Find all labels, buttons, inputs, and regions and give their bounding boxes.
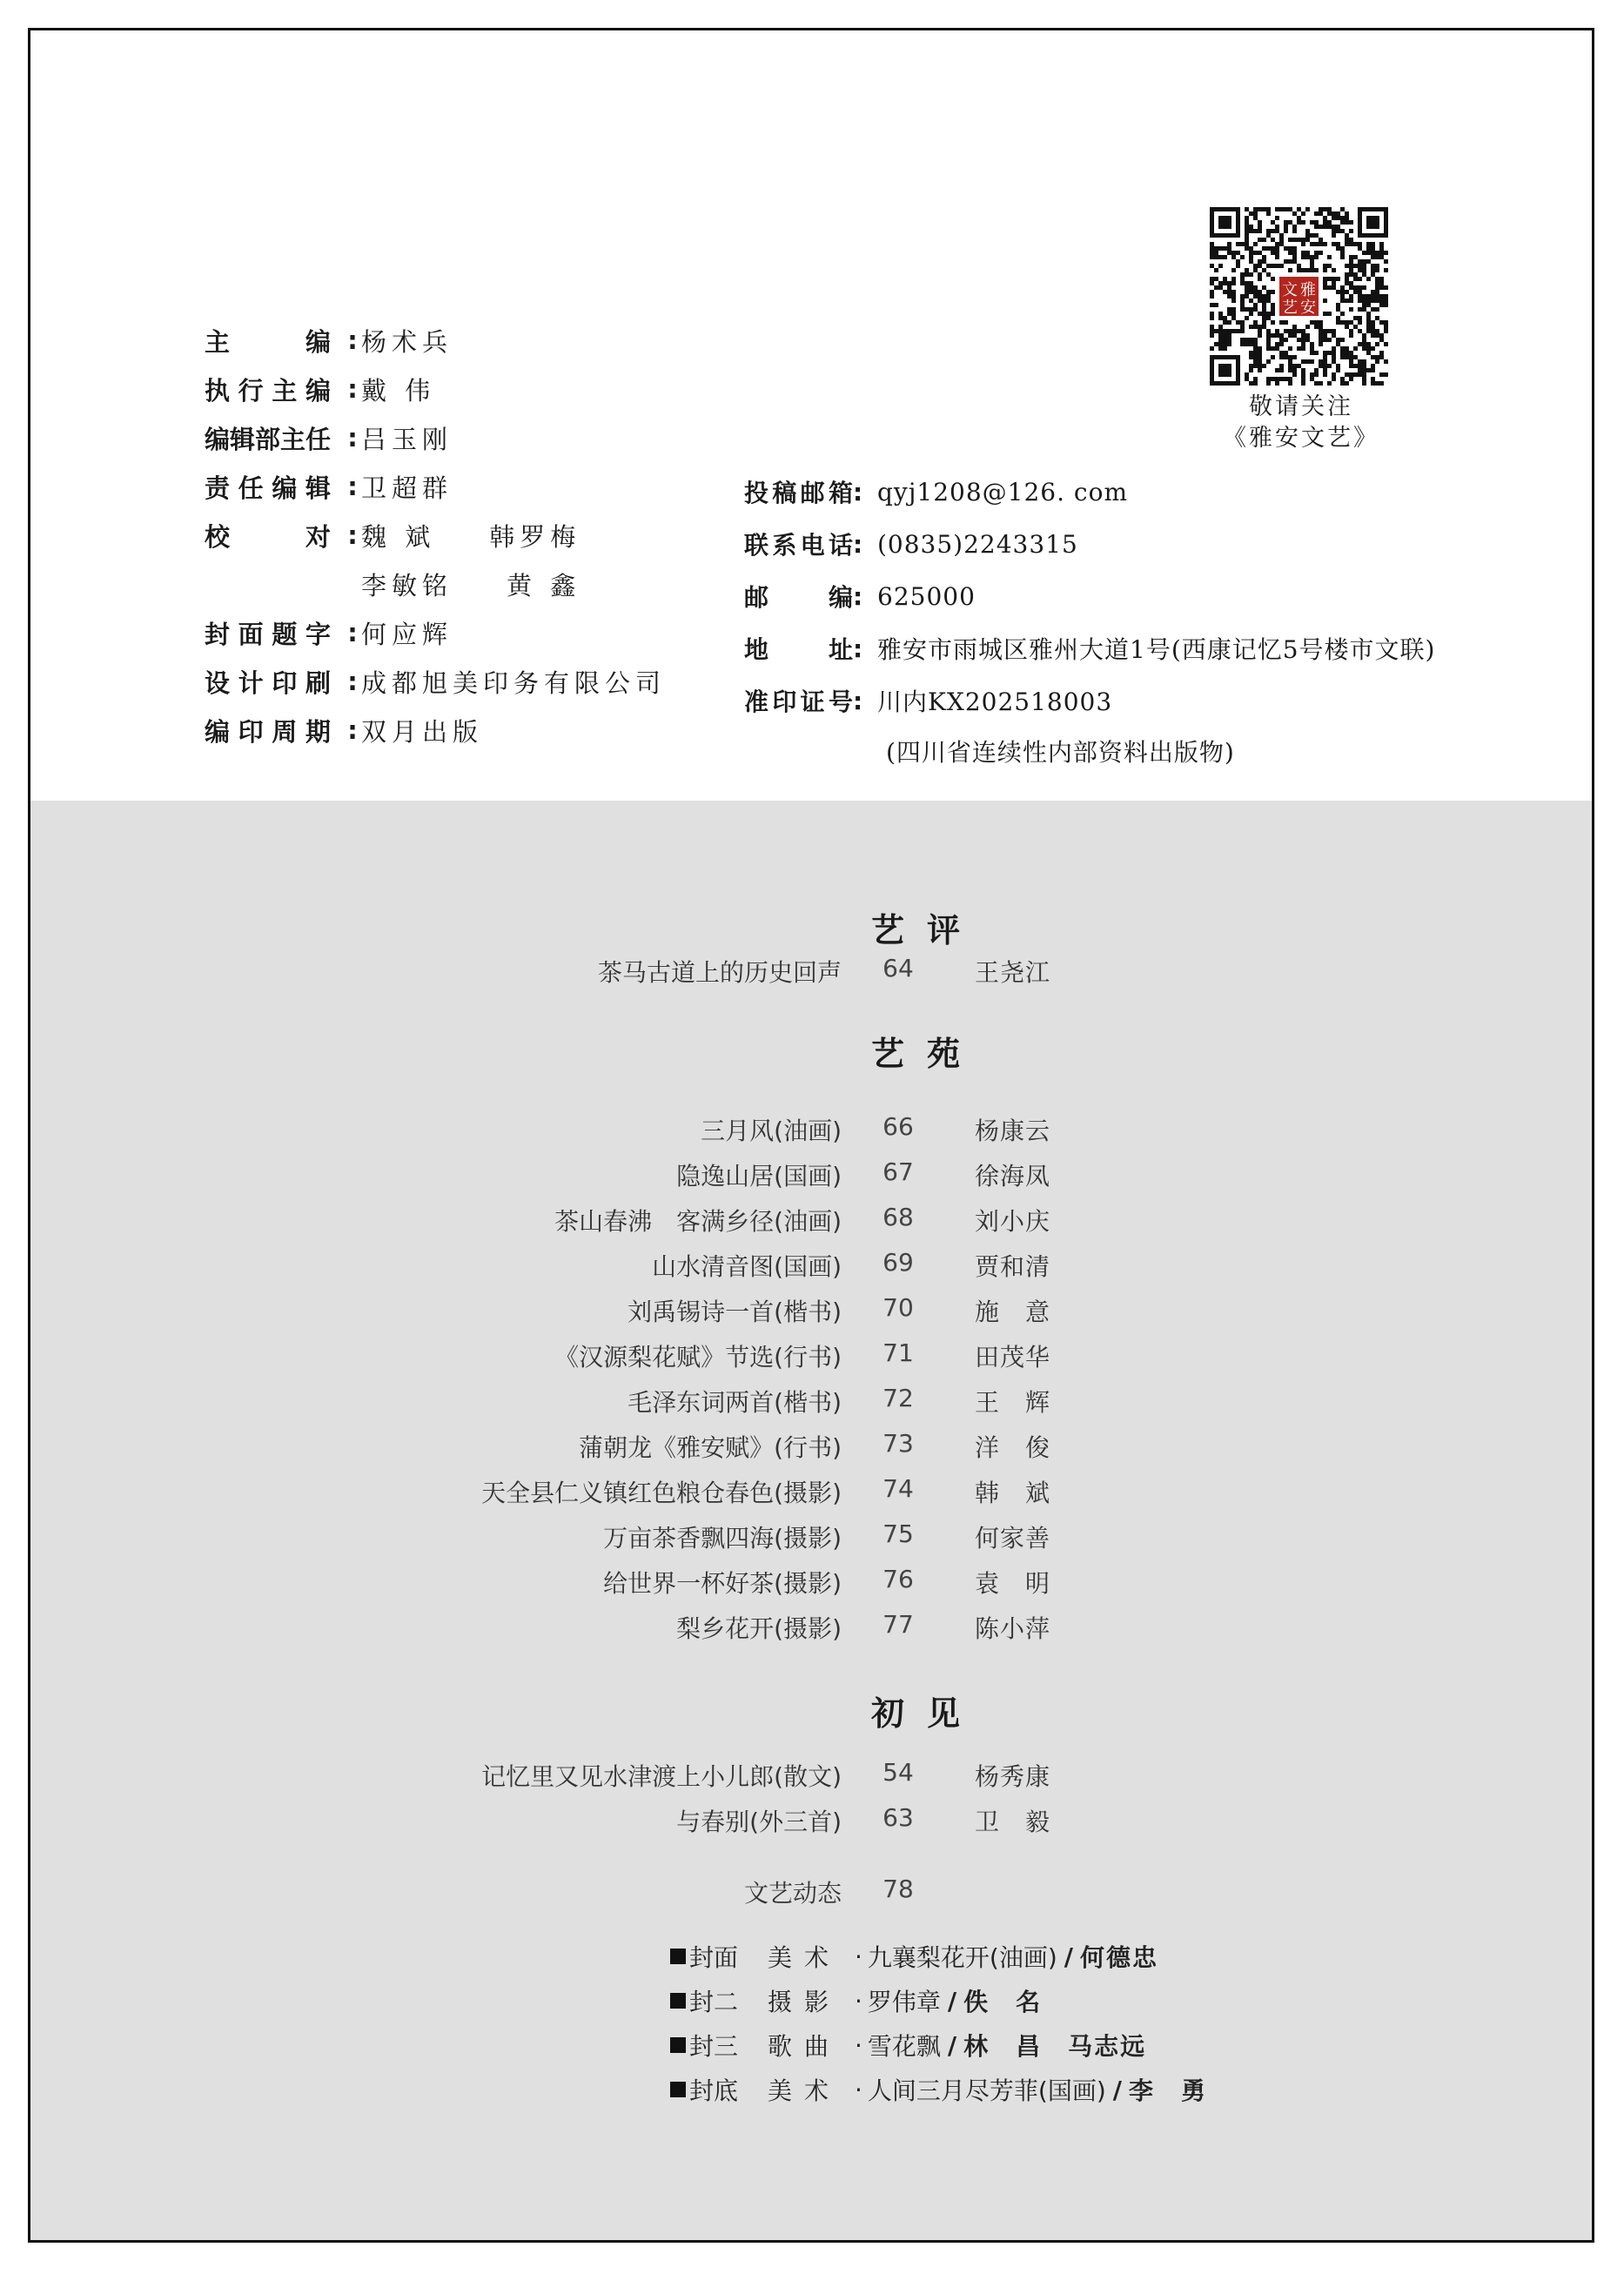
- toc-entry-page: 69: [882, 1248, 914, 1277]
- masthead-value: [361, 518, 580, 553]
- label-char: 印: [272, 667, 298, 698]
- masthead-value: [361, 615, 453, 651]
- masthead-label-text: [205, 469, 331, 505]
- toc-entry-page: 67: [882, 1157, 914, 1186]
- masthead-name: 韩罗梅: [489, 521, 581, 552]
- cover-author: 李 勇: [1129, 2076, 1208, 2105]
- qr-code-icon: [1210, 207, 1388, 386]
- label-char: 字: [305, 619, 331, 649]
- contact-label: [744, 527, 853, 561]
- toc-entry-author: 杨康云: [975, 1117, 1051, 1145]
- cover-position: 封面: [689, 1943, 739, 1972]
- cover-credit: [670, 2072, 1207, 2107]
- masthead-label-text: [205, 713, 331, 748]
- cover-work: 雪花飘: [867, 2032, 941, 2061]
- masthead-value: [361, 323, 453, 359]
- label-char: 话: [828, 531, 853, 560]
- toc-entry: [30, 1203, 1594, 1238]
- toc-entry: [30, 1519, 1594, 1554]
- masthead-colon: :: [347, 325, 358, 355]
- masthead-label: [205, 615, 344, 651]
- masthead-row: [205, 615, 453, 650]
- toc-entry-title: 与春别(外三首): [676, 1808, 842, 1836]
- masthead-name: 成都旭美印务有限公司: [361, 667, 667, 698]
- masthead-row: [205, 567, 580, 601]
- label-char: 计: [238, 667, 264, 698]
- contact-colon: :: [853, 477, 863, 506]
- toc-entry-author: 洋 俊: [975, 1433, 1051, 1462]
- toc-entry: [30, 1474, 1594, 1509]
- masthead-colon: :: [347, 472, 358, 501]
- masthead-value: [361, 664, 666, 700]
- masthead-row: [205, 713, 483, 748]
- masthead-label: [205, 323, 344, 359]
- masthead-name: 杨术兵: [361, 326, 453, 357]
- label-char: 主: [205, 326, 231, 357]
- label-char: 址: [828, 635, 853, 664]
- label-char: 电: [800, 531, 825, 560]
- toc-entry: [30, 1758, 1594, 1793]
- masthead-name: 卫超群: [361, 473, 453, 503]
- contact-value: (四川省连续性内部资料出版物): [886, 738, 1235, 767]
- label-char: 部: [255, 424, 281, 454]
- label-char: 辑: [230, 424, 256, 454]
- masthead-label-text: [205, 615, 331, 651]
- masthead-label: [205, 664, 344, 700]
- toc-entry-title: 蒲朝龙《雅安赋》(行书): [579, 1433, 842, 1462]
- svg-text:艺: 艺: [1282, 299, 1298, 317]
- masthead-name: 何应辉: [361, 619, 453, 649]
- masthead-row: [205, 518, 580, 553]
- masthead-label-text: [205, 518, 331, 553]
- contact-row: [744, 579, 976, 614]
- cover-slash: /: [1064, 1942, 1073, 1971]
- masthead-value: [361, 567, 580, 602]
- contact-colon: :: [853, 529, 863, 559]
- masthead-name: 黄 鑫: [507, 570, 581, 600]
- masthead-name: 双月出版: [361, 716, 484, 747]
- label-char: 系: [772, 531, 797, 560]
- label-char: 邮: [800, 479, 825, 507]
- toc-entry: [30, 1803, 1594, 1838]
- svg-text:雅: 雅: [1300, 281, 1316, 299]
- cover-work: 人间三月尽芳菲(国画): [867, 2076, 1106, 2105]
- label-char: 号: [828, 688, 853, 716]
- toc-entry: [30, 1293, 1594, 1328]
- label-char: 题: [272, 619, 298, 649]
- label-char: 编: [205, 424, 231, 454]
- cover-author: 何德忠: [1080, 1943, 1159, 1972]
- label-char: 箱: [828, 479, 853, 507]
- masthead-colon: :: [347, 520, 358, 550]
- toc-entry-author: 田茂华: [975, 1343, 1051, 1372]
- toc-entry: [30, 1157, 1594, 1192]
- label-char: 刷: [305, 667, 331, 698]
- label-char: 校: [205, 521, 231, 552]
- contact-value: qyj1208@126. com: [877, 477, 1129, 506]
- contact-row: [744, 474, 1128, 509]
- contact-row: [744, 527, 1078, 561]
- toc-entry-page: 78: [882, 1875, 914, 1903]
- label-char: 编: [305, 326, 331, 357]
- contact-colon: :: [853, 634, 863, 663]
- contact-value: 625000: [877, 581, 976, 611]
- cover-category: 歌曲: [768, 2032, 842, 2061]
- label-char: 印: [238, 716, 264, 747]
- toc-entry-page: 66: [882, 1112, 914, 1141]
- toc-entry-page: 76: [882, 1565, 914, 1593]
- contact-value: 川内KX202518003: [877, 688, 1113, 716]
- cover-separator: ·: [855, 1986, 862, 2016]
- label-char: 投: [744, 479, 769, 507]
- label-char: 封: [205, 619, 231, 649]
- contact-row: [744, 631, 1435, 666]
- masthead-label-text: [205, 664, 331, 700]
- masthead-value: [361, 469, 453, 505]
- masthead-name: 李敏铭: [361, 570, 453, 600]
- toc-entry-page: 77: [882, 1610, 914, 1639]
- qr-caption: [1175, 392, 1427, 454]
- toc-entry-author: 刘小庆: [975, 1207, 1051, 1236]
- toc-entry-page: 68: [882, 1203, 914, 1231]
- toc-entry-page: 64: [882, 954, 914, 983]
- masthead-colon: :: [347, 618, 358, 647]
- contact-value: 雅安市雨城区雅州大道1号(西康记忆5号楼市文联): [877, 635, 1436, 664]
- label-char: 编: [305, 375, 331, 406]
- masthead-row: [205, 323, 453, 358]
- svg-text:文: 文: [1282, 281, 1298, 299]
- masthead-label-text: [205, 420, 331, 456]
- label-char: 周: [272, 716, 298, 747]
- square-bullet-icon: [670, 1949, 686, 1964]
- masthead-label-text: [205, 323, 331, 359]
- cover-author: 佚 名: [963, 1988, 1043, 2016]
- masthead-row: [205, 420, 453, 455]
- label-char: 编: [828, 583, 853, 612]
- toc-entry-title: 毛泽东词两首(楷书): [627, 1388, 842, 1417]
- label-char: 证: [800, 688, 825, 716]
- toc-entry: [30, 1248, 1594, 1283]
- masthead-name: 吕玉刚: [361, 424, 453, 454]
- masthead-label: [205, 518, 344, 553]
- masthead-name: 魏 斌: [361, 521, 436, 552]
- square-bullet-icon: [670, 1993, 686, 2009]
- masthead-label: [205, 372, 344, 407]
- masthead-row: [205, 469, 453, 504]
- section-title: 艺评: [870, 910, 983, 949]
- toc-entry-title: 山水清音图(国画): [652, 1252, 842, 1281]
- toc-entry-page: 72: [882, 1384, 914, 1412]
- cover-position: 封二: [689, 1988, 739, 2016]
- cover-separator: ·: [855, 2075, 862, 2104]
- toc-entry: [30, 1565, 1594, 1600]
- cover-category: 摄影: [768, 1988, 842, 2016]
- section-title: 艺苑: [870, 1034, 983, 1073]
- svg-text:安: 安: [1300, 299, 1316, 317]
- masthead-colon: :: [347, 715, 358, 745]
- cover-credit: [670, 1939, 1158, 1974]
- toc-entry-title: 三月风(油画): [701, 1117, 842, 1145]
- masthead-value: [361, 713, 483, 748]
- square-bullet-icon: [670, 2037, 686, 2053]
- contact-row: [744, 683, 1112, 718]
- toc-entry-title: 文艺动态: [743, 1879, 842, 1908]
- square-bullet-icon: [670, 2082, 686, 2097]
- label-char: 任: [238, 473, 264, 503]
- masthead-colon: :: [347, 423, 358, 453]
- label-char: 设: [205, 667, 231, 698]
- label-char: 执: [205, 375, 231, 406]
- toc-entry: [30, 1338, 1594, 1373]
- toc-entry-author: 徐海凤: [975, 1162, 1051, 1191]
- toc-entry-title: 刘禹锡诗一首(楷书): [627, 1298, 842, 1326]
- label-char: 主: [272, 375, 298, 406]
- label-char: 编: [272, 473, 298, 503]
- cover-credit: [670, 2028, 1146, 2063]
- toc-entry-page: 71: [882, 1338, 914, 1367]
- toc-entry-title: 天全县仁义镇红色粮仓春色(摄影): [481, 1479, 842, 1507]
- label-char: 对: [305, 521, 331, 552]
- page-frame: [28, 28, 1594, 2243]
- label-char: 面: [238, 619, 264, 649]
- label-char: 编: [205, 716, 231, 747]
- table-of-contents: [30, 801, 1592, 2240]
- toc-entry-title: 《汉源梨花赋》节选(行书): [554, 1343, 842, 1372]
- cover-slash: /: [947, 2030, 957, 2060]
- toc-entry-title: 给世界一杯好茶(摄影): [603, 1569, 842, 1598]
- toc-entry-author: 陈小萍: [975, 1614, 1051, 1643]
- toc-entry-author: 杨秀康: [975, 1762, 1051, 1791]
- toc-entry-news: [30, 1875, 1594, 1909]
- cover-separator: ·: [855, 2030, 862, 2060]
- toc-entry: [30, 1610, 1594, 1645]
- toc-entry-author: 王尧江: [975, 958, 1051, 987]
- label-char: 地: [744, 635, 769, 664]
- contact-label: [744, 474, 853, 509]
- cover-credit: [670, 1983, 1042, 2018]
- qr-caption-line-2: 《雅安文艺》: [1223, 425, 1379, 452]
- toc-entry-title: 茶马古道上的历史回声: [597, 958, 842, 987]
- contact-label: [744, 683, 853, 718]
- cover-category: 美术: [768, 1943, 842, 1972]
- cover-separator: ·: [855, 1942, 862, 1971]
- contact-value: (0835)2243315: [877, 529, 1078, 559]
- label-char: 联: [744, 531, 769, 560]
- contact-label: [744, 631, 853, 666]
- toc-entry-page: 70: [882, 1293, 914, 1322]
- toc-entry-title: 隐逸山居(国画): [676, 1162, 842, 1191]
- label-char: 稿: [772, 479, 797, 507]
- toc-entry-title: 茶山春沸 客满乡径(油画): [554, 1207, 842, 1236]
- toc-entry-author: 卫 毅: [975, 1808, 1051, 1836]
- toc-entry-title: 梨乡花开(摄影): [676, 1614, 842, 1643]
- label-char: 准: [744, 688, 769, 716]
- toc-entry: [30, 954, 1594, 989]
- qr-caption-line-1: 敬请关注: [1249, 393, 1353, 420]
- cover-category: 美术: [768, 2076, 842, 2105]
- toc-entry-page: 54: [882, 1758, 914, 1787]
- label-char: 邮: [744, 583, 769, 612]
- section-title: 初见: [870, 1694, 983, 1733]
- cover-work: 罗伟章: [867, 1988, 941, 2016]
- masthead-value: [361, 420, 453, 456]
- label-char: 责: [205, 473, 231, 503]
- masthead-label: [205, 420, 344, 456]
- label-char: 任: [305, 424, 332, 454]
- toc-entry-author: 袁 明: [975, 1569, 1051, 1598]
- toc-entry: [30, 1112, 1594, 1147]
- label-char: 期: [305, 716, 331, 747]
- masthead-row: [205, 372, 435, 406]
- toc-entry: [30, 1384, 1594, 1419]
- contact-label: [744, 579, 853, 614]
- label-char: 主: [280, 424, 306, 454]
- toc-entry: [30, 1429, 1594, 1464]
- toc-entry-title: 万亩茶香飘四海(摄影): [603, 1524, 842, 1553]
- toc-entry-author: 贾和清: [975, 1252, 1051, 1281]
- masthead-label: [205, 713, 344, 748]
- toc-entry-author: 韩 斌: [975, 1479, 1051, 1507]
- contact-colon: :: [853, 581, 863, 611]
- cover-author: 林 昌 马志远: [963, 2032, 1147, 2061]
- masthead-colon: :: [347, 374, 358, 404]
- masthead-value: [361, 372, 435, 407]
- toc-entry-page: 74: [882, 1474, 914, 1503]
- masthead-row: [205, 664, 666, 699]
- masthead-colon: :: [347, 667, 358, 696]
- cover-work: 九襄梨花开(油画): [867, 1943, 1057, 1972]
- cover-slash: /: [1112, 2075, 1122, 2104]
- toc-entry-author: 何家善: [975, 1524, 1051, 1553]
- label-char: 辑: [305, 473, 331, 503]
- toc-entry-page: 73: [882, 1429, 914, 1458]
- masthead-name: 戴 伟: [361, 375, 436, 406]
- toc-entry-page: 75: [882, 1519, 914, 1548]
- masthead-label: [205, 469, 344, 505]
- masthead-label-text: [205, 372, 331, 407]
- toc-entry-page: 63: [882, 1803, 914, 1832]
- toc-entry-title: 记忆里又见水津渡上小儿郎(散文): [481, 1762, 842, 1791]
- cover-position: 封三: [689, 2032, 739, 2061]
- label-char: 行: [238, 375, 264, 406]
- toc-entry-author: 施 意: [975, 1298, 1051, 1326]
- label-char: 印: [772, 688, 797, 716]
- contact-colon: :: [853, 686, 863, 715]
- cover-position: 封底: [689, 2076, 739, 2105]
- toc-entry-author: 王 辉: [975, 1388, 1051, 1417]
- contact-row: [744, 734, 1235, 768]
- cover-slash: /: [947, 1986, 957, 2016]
